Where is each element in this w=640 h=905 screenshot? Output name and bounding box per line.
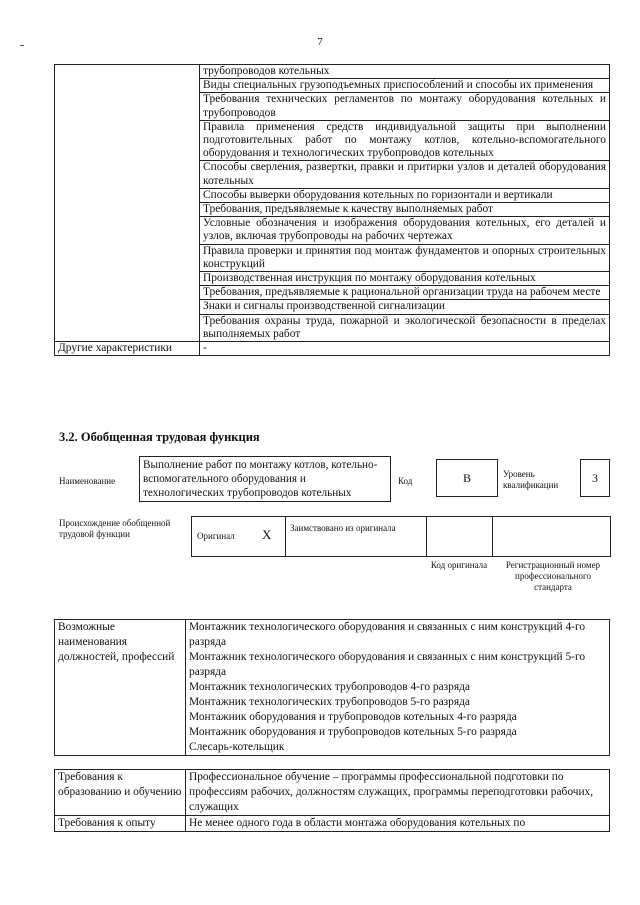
code-value-box: В (436, 459, 498, 497)
education-label: Требования к образованию и обучению (55, 770, 186, 816)
divider (492, 516, 493, 557)
list-item: Монтажник оборудования и трубопроводов котельных 5-го разряда (189, 726, 517, 738)
knowledge-item: Условные обозначения и изображения оборудования котельных, его деталей и узлов, включая трубопроводы на рабочих чертежах (200, 217, 610, 244)
code-original-caption: Код оригинала (430, 560, 488, 570)
knowledge-item: Правила применения средств индивидуальной защиты при выполнении подготовительных работ по монтажу котлов, котельно-вспомогательного оборудования и технологических трубопроводов котельных (200, 120, 610, 161)
positions-list (186, 620, 610, 756)
divider (285, 516, 286, 557)
function-name-box: Выполнение работ по монтажу котлов, котельно-вспомогательного оборудования и технологических трубопроводов котельных (139, 456, 391, 502)
knowledge-item: Знаки и сигналы производственной сигнализации (200, 300, 610, 314)
knowledge-item: Производственная инструкция по монтажу оборудования котельных (200, 272, 610, 286)
divider (426, 516, 427, 557)
knowledge-item: Требования охраны труда, пожарной и экологической безопасности в пределах выполняемых работ (200, 314, 610, 341)
original-label: Оригинал (197, 531, 235, 541)
knowledge-item: Способы выверки оборудования котельных по горизонтали и вертикали (200, 188, 610, 202)
table-row (55, 65, 610, 79)
positions-table (54, 619, 610, 756)
origin-box (191, 516, 611, 557)
list-item: Монтажник технологических трубопроводов 4-го разряда (189, 681, 470, 693)
other-label: Другие характеристики (55, 342, 200, 356)
experience-value: Не менее одного года в области монтажа оборудования котельных по (186, 816, 610, 832)
list-item: Слесарь-котельщик (189, 741, 285, 753)
code-label: Код (398, 476, 413, 486)
origin-label: Происхождение обобщенной трудовой функции (59, 518, 171, 539)
level-value-box: 3 (580, 459, 610, 497)
list-item: Монтажник технологического оборудования и связанных с ним конструкций 4-го разряда (189, 621, 586, 648)
requirements-table (54, 769, 610, 832)
list-item: Монтажник технологических трубопроводов 5-го разряда (189, 696, 470, 708)
education-value: Профессиональное обучение – программы профессиональной подготовки по профессиям рабочих, должностям служащих, программы переподготовки рабочих, служащих (186, 770, 610, 816)
level-label: Уровень квалификации (503, 469, 559, 490)
list-item: Монтажник оборудования и трубопроводов котельных 4-го разряда (189, 711, 517, 723)
knowledge-item: Требования, предъявляемые к рациональной организации труда на рабочем месте (200, 286, 610, 300)
section-title: 3.2. Обобщенная трудовая функция (59, 430, 260, 444)
original-mark: X (262, 527, 272, 542)
knowledge-table (54, 64, 610, 356)
table-row (55, 342, 610, 356)
page-number: 7 (317, 36, 323, 48)
name-label: Наименование (59, 476, 116, 486)
knowledge-item: Требования технических регламентов по монтажу оборудования котельных и трубопроводов (200, 93, 610, 120)
knowledge-item: Способы сверления, развертки, правки и притирки узлов и деталей оборудования котельных (200, 161, 610, 188)
list-item: Монтажник технологического оборудования и связанных с ним конструкций 5-го разряда (189, 651, 586, 678)
reg-number-caption: Регистрационный номер профессионального стандарта (505, 560, 601, 592)
experience-label: Требования к опыту (55, 816, 186, 832)
knowledge-item: Требования, предъявляемые к качеству выполняемых работ (200, 203, 610, 217)
other-value: - (200, 342, 610, 356)
knowledge-item: трубопроводов котельных (200, 65, 610, 79)
borrowed-label: Заимствовано из оригинала (290, 523, 396, 533)
knowledge-item: Виды специальных грузоподъемных приспособлений и способы их применения (200, 79, 610, 93)
knowledge-item: Правила проверки и принятия под монтаж фундаментов и опорных строительных конструкций (200, 244, 610, 271)
row-label-cell (55, 65, 200, 342)
positions-label: Возможные наименования должностей, профессий (55, 620, 186, 756)
